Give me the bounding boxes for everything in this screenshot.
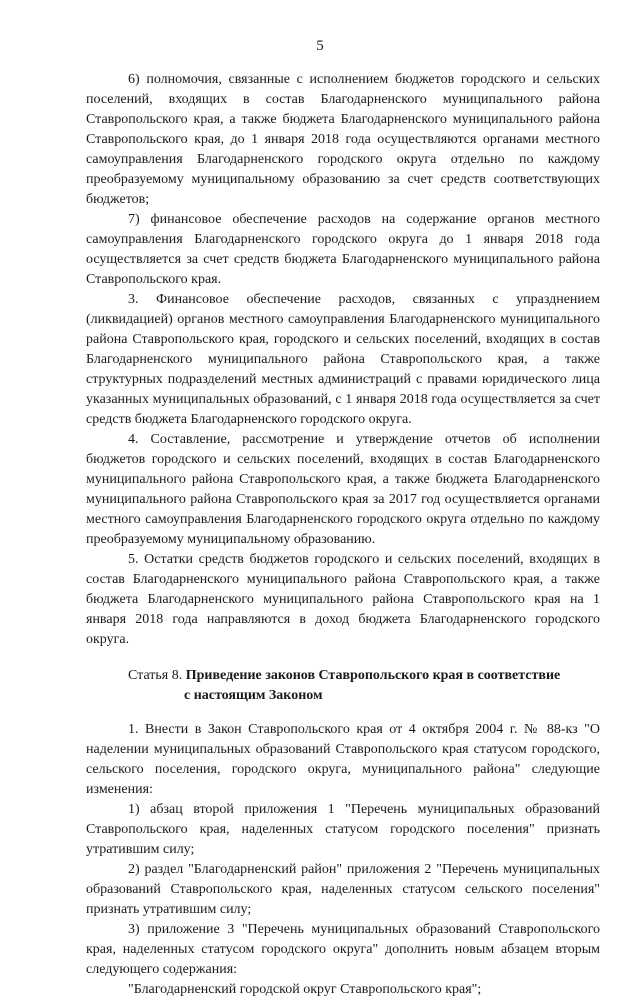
paragraph-part-5: 5. Остатки средств бюджетов городского и сельских поселений, входящих в состав Благодарненского муниципального района Ставропольского края, а также бюджета Благодарненского муниципального района Ставропольского края на 1 января 2018 года направляются в доход бюджета Благодарненского городского округа. <box>86 552 600 647</box>
paragraph-amend-1: 1) абзац второй приложения 1 "Перечень муниципальных образований Ставропольского края, наделенных статусом городского поселения" признать утратившим силу; <box>86 802 600 857</box>
paragraph-part-4: 4. Составление, рассмотрение и утверждение отчетов об исполнении бюджетов городского и сельских поселений, входящих в состав Благодарненского муниципального района Ставропольского края, а также бюджета Благодарненского муниципального района Ставропольского края за 2017 год осуществляется органами местного самоуправления Благодарненского городского округа отдельно по каждому преобразуемому муниципальному образованию. <box>86 432 600 547</box>
paragraph-amend-2: 2) раздел "Благодарненский район" приложения 2 "Перечень муниципальных образований Ставропольского края, наделенных статусом сельского поселения" признать утратившим силу; <box>86 862 600 917</box>
article-heading <box>86 666 600 706</box>
article-title-line1: Приведение законов Ставропольского края в соответствие <box>185 668 561 683</box>
article-title-line2: с настоящим Законом <box>184 688 323 703</box>
paragraph-amend-intro: 1. Внести в Закон Ставропольского края от 4 октября 2004 г. № 88-кз "О наделении муниципальных образований Ставропольского края статусом городского, сельского поселения, городского округа, муниципального района" следующие изменения: <box>86 722 600 797</box>
paragraph-item-6: 6) полномочия, связанные с исполнением бюджетов городского и сельских поселений, входящих в состав Благодарненского муниципального района Ставропольского края, а также бюджета Благодарненского муниципального района Ставропольского края, до 1 января 2018 года осуществляются органами местного самоуправления Благодарненского городского округа отдельно по каждому преобразуемому муниципальному образованию за счет средств соответствующих бюджетов; <box>86 72 600 207</box>
article-label: Статья 8. <box>128 668 183 683</box>
page-number: 5 <box>316 38 324 54</box>
paragraph-part-3: 3. Финансовое обеспечение расходов, связанных с упразднением (ликвидацией) органов местного самоуправления Благодарненского муниципального района Ставропольского края, городского и сельских поселений, входящих в состав Благодарненского муниципального района Ставропольского края, а также структурных подразделений местных администраций с правами юридического лица указанных муниципальных образований, с 1 января 2018 года осуществляется за счет средств бюджета Благодарненского городского округа. <box>86 292 600 427</box>
paragraph-item-7: 7) финансовое обеспечение расходов на содержание органов местного самоуправления Благодарненского городского округа до 1 января 2018 года осуществляется за счет средств бюджета Благодарненского муниципального района Ставропольского края. <box>86 212 600 287</box>
paragraph-amend-3: 3) приложение 3 "Перечень муниципальных образований Ставропольского края, наделенных статусом городского округа" дополнить новым абзацем вторым следующего содержания: <box>86 922 600 977</box>
paragraph-amend-quote: "Благодарненский городской округ Ставропольского края"; <box>128 982 482 997</box>
document-body <box>86 70 600 1000</box>
